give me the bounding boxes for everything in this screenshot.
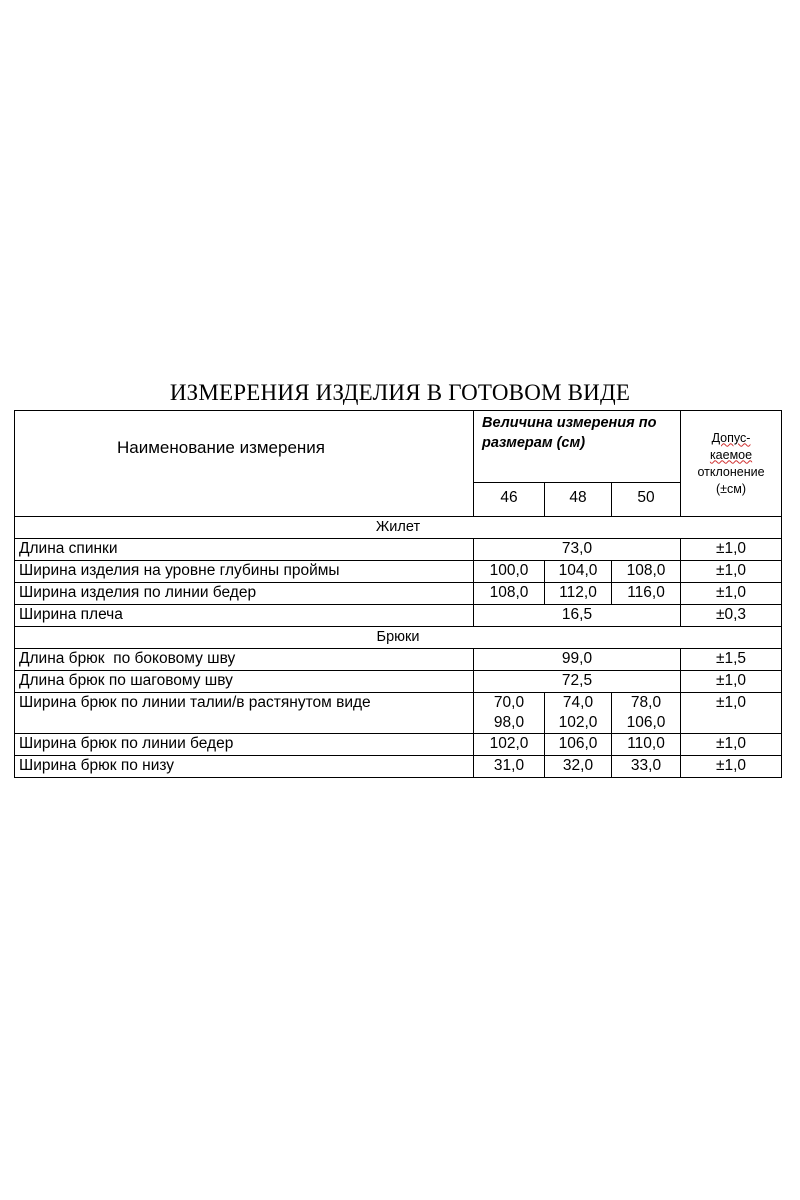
measurement-name-header: Наименование измерения <box>15 411 474 517</box>
measurement-value: 99,0 <box>474 649 681 671</box>
size-50: 50 <box>612 483 681 517</box>
measurement-name: Ширина брюк по линии талии/в растянутом виде <box>15 693 474 734</box>
table-row <box>15 583 782 605</box>
value-relaxed: 78,0 <box>630 694 662 711</box>
measurement-tolerance: ±1,0 <box>681 734 782 756</box>
value-stretched: 106,0 <box>626 714 666 731</box>
table-row <box>15 734 782 756</box>
measurements-table <box>14 410 782 778</box>
measurement-value-46 <box>474 693 545 734</box>
table-row <box>15 561 782 583</box>
tolerance-header-line-4: (±см) <box>716 481 747 496</box>
measurement-name: Ширина брюк по линии бедер <box>15 734 474 756</box>
size-48: 48 <box>545 483 612 517</box>
measurement-value-48: 104,0 <box>545 561 612 583</box>
table-row <box>15 649 782 671</box>
measurement-name: Длина брюк по боковому шву <box>15 649 474 671</box>
value-relaxed: 74,0 <box>562 694 594 711</box>
tolerance-header-line-1: Допус- <box>711 430 751 445</box>
measurement-tolerance: ±1,0 <box>681 561 782 583</box>
section-row-trousers <box>15 627 782 649</box>
measurement-tolerance: ±1,0 <box>681 583 782 605</box>
measurement-name: Длина спинки <box>15 539 474 561</box>
measurement-name: Длина брюк по шаговому шву <box>15 671 474 693</box>
value-stretched: 102,0 <box>558 714 598 731</box>
measurement-tolerance: ±1,0 <box>681 671 782 693</box>
measurement-value-46: 31,0 <box>474 756 545 778</box>
tolerance-header-line-2: каемое <box>709 447 753 462</box>
measurement-value-48: 112,0 <box>545 583 612 605</box>
measurement-tolerance: ±1,0 <box>681 756 782 778</box>
measurement-tolerance: ±1,0 <box>681 539 782 561</box>
table-row <box>15 671 782 693</box>
measurement-name: Ширина плеча <box>15 605 474 627</box>
measurement-tolerance: ±1,0 <box>681 693 782 734</box>
size-46: 46 <box>474 483 545 517</box>
table-row <box>15 693 782 734</box>
table-row <box>15 539 782 561</box>
table-header-row <box>15 411 782 483</box>
measurement-value-46: 108,0 <box>474 583 545 605</box>
measurement-name: Ширина изделия на уровне глубины проймы <box>15 561 474 583</box>
value-relaxed: 70,0 <box>493 694 525 711</box>
measurement-value-50: 33,0 <box>612 756 681 778</box>
tolerance-header <box>681 411 782 517</box>
measurement-name: Ширина брюк по низу <box>15 756 474 778</box>
measurement-value-48 <box>545 693 612 734</box>
page-title: ИЗМЕРЕНИЯ ИЗДЕЛИЯ В ГОТОВОМ ВИДЕ <box>169 380 631 405</box>
section-row-vest <box>15 517 782 539</box>
measurement-value: 73,0 <box>474 539 681 561</box>
measurement-name: Ширина изделия по линии бедер <box>15 583 474 605</box>
measurement-value-50: 110,0 <box>612 734 681 756</box>
measurement-value-46: 100,0 <box>474 561 545 583</box>
tolerance-header-line-3: отклонение <box>697 464 765 479</box>
table-row <box>15 605 782 627</box>
measurement-tolerance: ±0,3 <box>681 605 782 627</box>
measurement-value-50: 108,0 <box>612 561 681 583</box>
measurement-value-46: 102,0 <box>474 734 545 756</box>
measurement-value: 72,5 <box>474 671 681 693</box>
section-title-trousers: Брюки <box>15 627 782 649</box>
value-stretched: 98,0 <box>493 714 525 731</box>
measurement-tolerance: ±1,5 <box>681 649 782 671</box>
measurement-value-50 <box>612 693 681 734</box>
measurement-value: 16,5 <box>474 605 681 627</box>
measurement-value-48: 32,0 <box>545 756 612 778</box>
measurement-value-50: 116,0 <box>612 583 681 605</box>
table-row <box>15 756 782 778</box>
section-title-vest: Жилет <box>15 517 782 539</box>
measurement-value-48: 106,0 <box>545 734 612 756</box>
size-values-header: Величина измерения по размерам (см) <box>474 411 681 483</box>
